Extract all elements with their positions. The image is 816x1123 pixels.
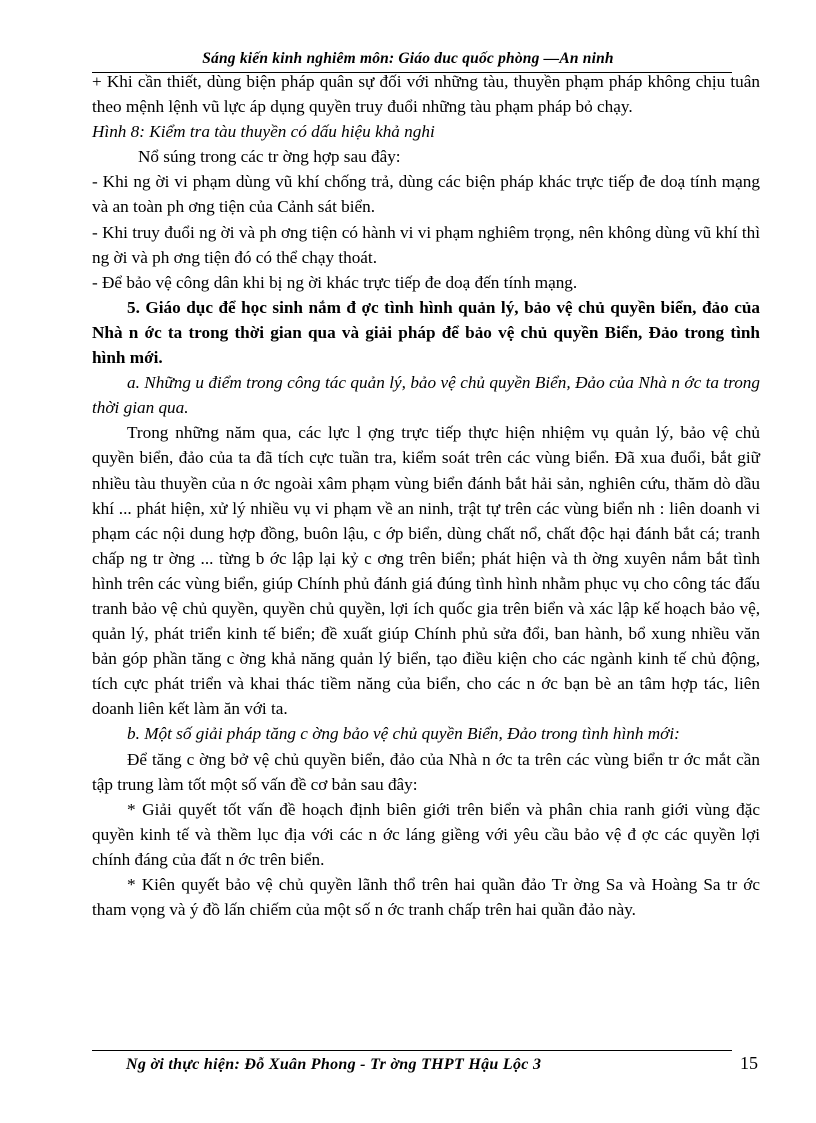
paragraph-solutions-intro: Để tăng c ờng bở vệ chủ quyền biển, đảo của Nhà n ớc ta trên các vùng biển tr ớc mắt cần tập trung làm tốt một số vấn đề cơ bản sau đây: — [92, 749, 760, 794]
list-item-border-delimitation: * Giải quyết tốt vấn đề hoạch định biên giới trên biển và phân chia ranh giới vùng đặc quyền kinh tế và thềm lục địa với các n ớc láng giềng với yêu cầu bảo vệ đ ợc các quyền lợi chính đáng của đất n ớc trên biển. — [92, 799, 760, 869]
list-item-protect-citizens: - Để bảo vệ công dân khi bị ng ời khác trực tiếp đe doạ đến tính mạng. — [92, 272, 578, 292]
page-footer-author: Ng ời thực hiện: Đỗ Xuân Phong - Tr ờng THPT Hậu Lộc 3 — [126, 1056, 542, 1073]
list-item-sovereignty-protection: * Kiên quyết bảo vệ chủ quyền lãnh thổ trên hai quần đảo Tr ờng Sa và Hoàng Sa tr ớc tham vọng và ý đồ lấn chiếm của một số n ớc tranh chấp trên hai quần đảo này. — [92, 875, 760, 920]
list-item-pursuit: - Khi truy đuổi ng ời và ph ơng tiện có hành vi vi phạm nghiêm trọng, nên không dùng vũ khí thì ng ời và ph ơng tiện đó có thể chạy thoát. — [92, 222, 760, 267]
section-heading-5: 5. Giáo dục để học sinh nắm đ ợc tình hình quản lý, bảo vệ chủ quyền biển, đảo của Nhà n ớc ta trong thời gian qua và giải pháp để bảo vệ chủ quyền Biển, Đảo trong tình hình mới. — [92, 297, 760, 368]
page-number: 15 — [740, 1053, 758, 1073]
footer-divider — [92, 1050, 732, 1051]
paragraph-achievements: Trong những năm qua, các lực l ợng trực tiếp thực hiện nhiệm vụ quản lý, bảo vệ chủ quyền biển, đảo của ta đã tích cực tuần tra, kiểm soát trên các vùng biển. Đã xua đuổi, bắt giữ nhiều tàu thuyền của n ớc ngoài xâm phạm vùng biển đánh bắt hải sản, nghiên cứu, thăm dò dầu khí ... phát hiện, xử lý nhiều vụ vi phạm về an ninh, trật tự trên các vùng biển nh : liên doanh vi phạm các nội dung hợp đồng, buôn lậu, c ớp biển, dùng chất nổ, chất độc hại đánh bắt cá; tranh chấp ng tr ờng ... từng b ớc lập lại kỷ c ơng trên biển; phát hiện và th ờng xuyên nắm bắt tình hình trên các vùng biển, giúp Chính phủ đánh giá đúng tình hình nhằm phục vụ cho công tác đấu tranh bảo vệ chủ quyền, quyền chủ quyền, lợi ích quốc gia trên biển và xác lập kế hoạch bảo vệ, quản lý, phát triển kinh tế biển; đề xuất giúp Chính phủ sửa đổi, ban hành, bổ xung nhiều văn bản góp phần tăng c ờng khả năng quản lý biển, tạo điều kiện cho các ngành kinh tế chủ động, tích cực phát triển và khai thác tiềm năng của biển, cho các n ớc bạn bè an tâm hợp tác, liên doanh liên kết làm ăn với ta. — [92, 423, 760, 719]
paragraph-military-measures: + Khi cần thiết, dùng biện pháp quân sự đối với những tàu, thuyền phạm pháp không chịu tuân theo mệnh lệnh vũ lực áp dụng quyền truy đuổi những tàu phạm pháp bỏ chạy. — [92, 72, 760, 117]
list-item-armed-resistance: - Khi ng ời vi phạm dùng vũ khí chống trả, dùng các biện pháp khác trực tiếp đe doạ tính mạng và an toàn ph ơng tiện của Cảnh sát biển. — [92, 172, 760, 217]
page-header: Sáng kiến kinh nghiêm môn: Giáo duc quốc phòng —An ninh — [202, 50, 614, 67]
paragraph-firing-cases: Nổ súng trong các tr ờng hợp sau đây: — [138, 147, 401, 167]
subheading-a: a. Những u điểm trong công tác quản lý, bảo vệ chủ quyền Biển, Đảo của Nhà n ớc ta trong thời gian qua. — [92, 373, 760, 418]
document-body — [92, 69, 760, 922]
figure-caption: Hình 8: Kiểm tra tàu thuyền có dấu hiệu khả nghi — [92, 122, 435, 142]
subheading-b: b. Một số giải pháp tăng c ờng bảo vệ chủ quyền Biển, Đảo trong tình hình mới: — [127, 724, 680, 744]
